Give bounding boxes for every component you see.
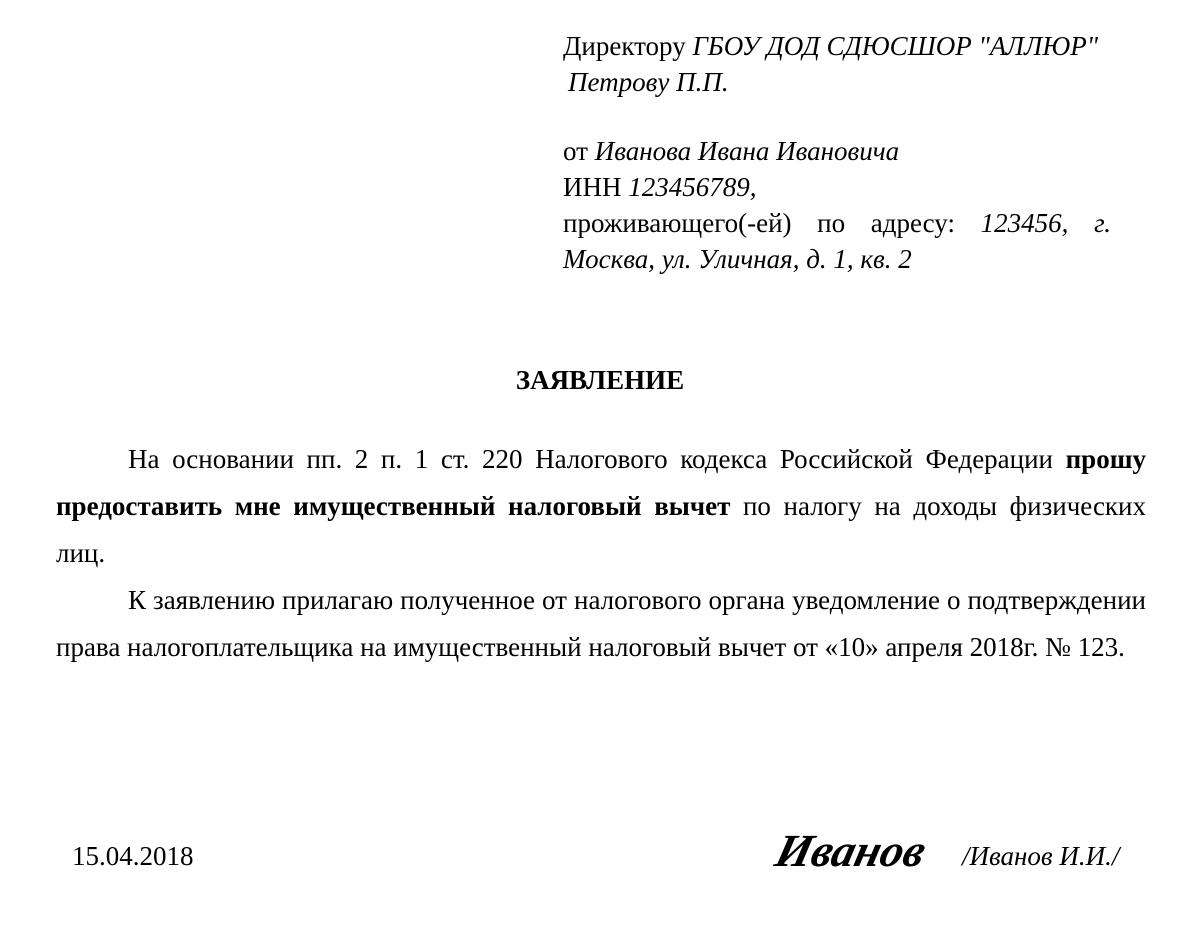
inn-line (563, 169, 1111, 205)
paragraph-request (56, 436, 1146, 577)
paragraph-attachment: К заявлению прилагаю полученное от налогового органа уведомление о подтверждении права налогоплательщика на имущественный налоговый вычет от «10» апреля 2018г. № 123. (56, 585, 1146, 662)
document-title: ЗАЯВЛЕНИЕ (515, 365, 685, 395)
paragraph-request-after: по налогу на доходы физических лиц. (56, 491, 1146, 568)
address-part-1: 123456, г. (980, 208, 1111, 238)
address-label: проживающего(-ей) по адресу: (563, 208, 955, 238)
from-prefix: от (563, 136, 588, 166)
address-part-2: Москва, ул. Уличная, д. 1, кв. 2 (563, 244, 912, 274)
handwritten-signature (770, 822, 932, 885)
director-name: Петрову П.П. (568, 67, 729, 97)
addressee-block (563, 28, 1111, 277)
paragraph-request-bold: прошу предоставить мне имущественный налоговый вычет (56, 444, 1146, 521)
paragraph-request-before: На основании пп. 2 п. 1 ст. 220 Налогового кодекса Российской Федерации (128, 444, 1066, 474)
organization-name: ГБОУ ДОД СДЮСШОР "АЛЛЮР" (692, 31, 1099, 61)
header-gap (563, 100, 1111, 133)
document-date: 15.04.2018 (72, 841, 194, 871)
signer-full-name: /Иванов И.И./ (962, 841, 1120, 871)
signature-graphic (770, 822, 932, 878)
inn-label: ИНН (563, 172, 622, 202)
document-body (56, 436, 1146, 671)
applicant-name: Иванова Ивана Ивановича (594, 136, 900, 166)
address-line-1 (563, 205, 1111, 241)
signature-text: Иванов (770, 825, 932, 877)
inn-value: 123456789 (628, 172, 750, 202)
addressee-line (563, 28, 1111, 64)
applicant-line (563, 133, 1111, 169)
inn-suffix: , (749, 172, 757, 202)
to-prefix: Директору (563, 31, 686, 61)
